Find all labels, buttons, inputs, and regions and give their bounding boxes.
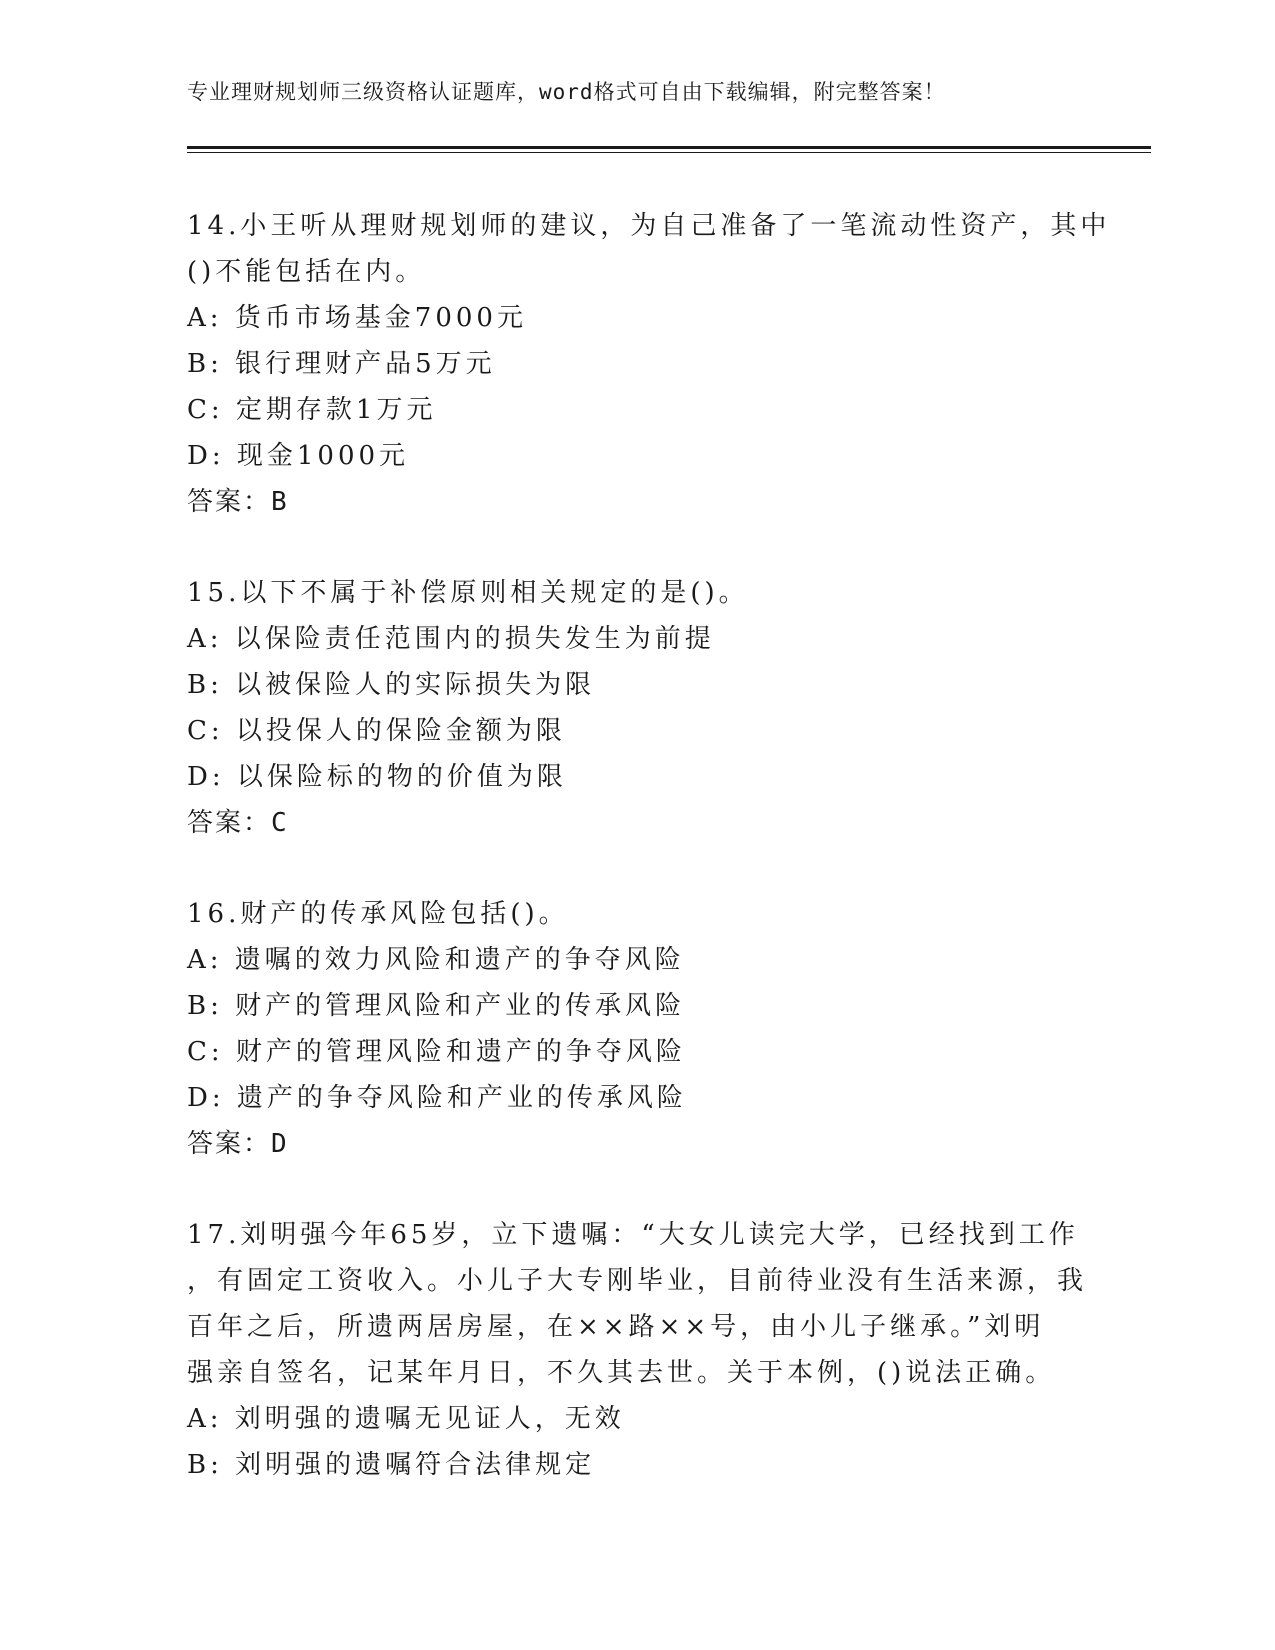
question-14 xyxy=(187,203,1111,525)
question-stem-line: ()不能包括在内。 xyxy=(187,257,426,287)
question-stem-line: 15.以下不属于补偿原则相关规定的是()。 xyxy=(187,578,749,608)
question-stem-line: 14.小王听从理财规划师的建议，为自己准备了一笔流动性资产，其中 xyxy=(187,211,1111,241)
option-d: D: 现金1000元 xyxy=(187,441,410,471)
option-b: B: 刘明强的遗嘱符合法律规定 xyxy=(187,1450,596,1480)
answer: 答案：C xyxy=(187,808,289,838)
question-stem-line: 16.财产的传承风险包括()。 xyxy=(187,899,569,929)
option-b: B: 财产的管理风险和产业的传承风险 xyxy=(187,991,686,1021)
question-17 xyxy=(187,1212,1087,1488)
answer: 答案：D xyxy=(187,1129,289,1159)
question-16 xyxy=(187,891,1087,1167)
option-c: C: 财产的管理风险和遗产的争夺风险 xyxy=(187,1037,686,1067)
page-header: 专业理财规划师三级资格认证题库，word格式可自由下载编辑，附完整答案！ xyxy=(187,80,946,104)
question-gap xyxy=(187,525,1087,570)
option-a: A: 遗嘱的效力风险和遗产的争夺风险 xyxy=(187,945,685,975)
option-b: B: 以被保险人的实际损失为限 xyxy=(187,670,596,700)
option-a: A: 以保险责任范围内的损失发生为前提 xyxy=(187,624,715,654)
question-stem-line: ，有固定工资收入。小儿子大专刚毕业，目前待业没有生活来源，我 xyxy=(187,1266,1088,1296)
option-d: D: 遗产的争夺风险和产业的传承风险 xyxy=(187,1083,687,1113)
header-rule-thin xyxy=(187,152,1151,153)
option-a: A: 货币市场基金7000元 xyxy=(187,303,527,333)
option-a: A: 刘明强的遗嘱无见证人，无效 xyxy=(187,1404,625,1434)
option-c: C: 以投保人的保险金额为限 xyxy=(187,716,566,746)
header-rule-thick xyxy=(187,146,1151,149)
question-stem-line: 17.刘明强今年65岁，立下遗嘱：“大女儿读完大学，已经找到工作 xyxy=(187,1220,1079,1250)
option-b: B: 银行理财产品5万元 xyxy=(187,349,496,379)
question-stem-line: 强亲自签名，记某年月日，不久其去世。关于本例，()说法正确。 xyxy=(187,1358,1056,1388)
question-gap xyxy=(187,846,1087,891)
option-c: C: 定期存款1万元 xyxy=(187,395,437,425)
answer: 答案：B xyxy=(187,487,289,517)
question-stem-line: 百年之后，所遗两居房屋，在××路××号，由小儿子继承。”刘明 xyxy=(187,1312,1045,1342)
option-d: D: 以保险标的物的价值为限 xyxy=(187,762,567,792)
question-gap xyxy=(187,1167,1087,1212)
question-list xyxy=(187,203,1111,1488)
question-15 xyxy=(187,570,1087,846)
